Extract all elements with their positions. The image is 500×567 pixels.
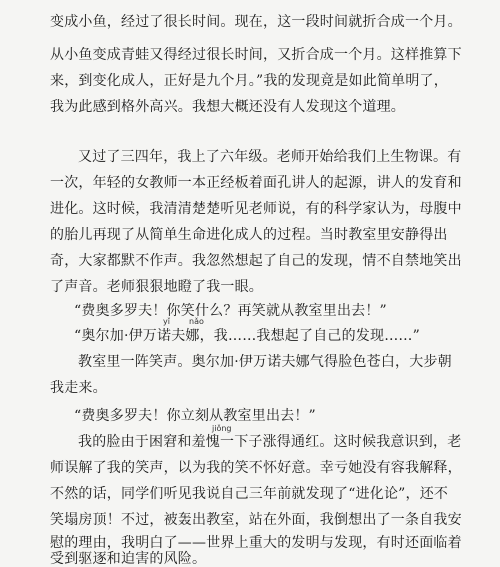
text-line-2: 从小鱼变成青蛙又得经过很长时间，又折合成一个月。这样推算下 bbox=[50, 47, 462, 63]
text-line-16: 我的脸由于困窘和羞愧一下子涨得通红。这时候我意识到，老 bbox=[78, 434, 462, 450]
text-line-6: 一次，年轻的女教师一本正经板着面孔讲人的起源，讲人的发育和 bbox=[50, 175, 462, 191]
text-line-17: 师误解了我的笑声，以为我的笑不怀好意。幸亏她没有容我解释， bbox=[50, 460, 462, 476]
text-line-20: 慰的理由，我明白了——世界上重大的发明与发现，有时还面临着 bbox=[50, 535, 462, 551]
text-line-15: “费奥多罗夫！你立刻从教室里出去！” bbox=[74, 408, 316, 424]
pinyin-annotation: yǐ bbox=[163, 317, 170, 326]
text-line-10: 了声音。老师狠狠地瞪了我一眼。 bbox=[50, 279, 263, 295]
text-line-1: 变成小鱼，经过了很长时间。现在，这一段时间就折合成一个月。 bbox=[50, 14, 462, 30]
text-line-8: 的胎儿再现了从简单生命进化成人的过程。当时教室里安静得出 bbox=[50, 227, 448, 243]
text-line-12: “奥尔加·伊万诺夫娜，我……我想起了自己的发现……” bbox=[74, 328, 420, 344]
text-line-9: 奇，大家都默不作声。我忽然想起了自己的发现，情不自禁地笑出 bbox=[50, 253, 462, 269]
text-line-3: 来，到变化成人，正好是九个月。”我的发现竟是如此简单明了， bbox=[50, 73, 448, 89]
text-line-5: 又过了三四年，我上了六年级。老师开始给我们上生物课。有 bbox=[78, 149, 462, 165]
text-line-19: 笑塌房顶！不过，被轰出教室，站在外面，我倒想出了一条自我安 bbox=[50, 512, 462, 528]
text-line-7: 进化。这时候，我清清楚楚听见老师说，有的科学家认为，母腹中 bbox=[50, 201, 462, 217]
text-line-21: 受到驱逐和迫害的风险。 bbox=[50, 551, 207, 567]
text-line-4: 我为此感到格外高兴。我想大概还没有人发现这个道理。 bbox=[50, 99, 405, 115]
pinyin-annotation: nǎo bbox=[189, 317, 204, 326]
text-line-14: 我走来。 bbox=[50, 380, 107, 396]
text-line-11: “费奥多罗夫！你笑什么？再笑就从教室里出去！” bbox=[74, 303, 387, 319]
pinyin-annotation: jiǒng bbox=[212, 424, 232, 433]
text-line-13: 教室里一阵笑声。奥尔加·伊万诺夫娜气得脸色苍白，大步朝 bbox=[78, 354, 452, 370]
text-line-18: 不然的话，同学们听见我说自己三年前就发现了“进化论”，还不 bbox=[50, 486, 449, 502]
